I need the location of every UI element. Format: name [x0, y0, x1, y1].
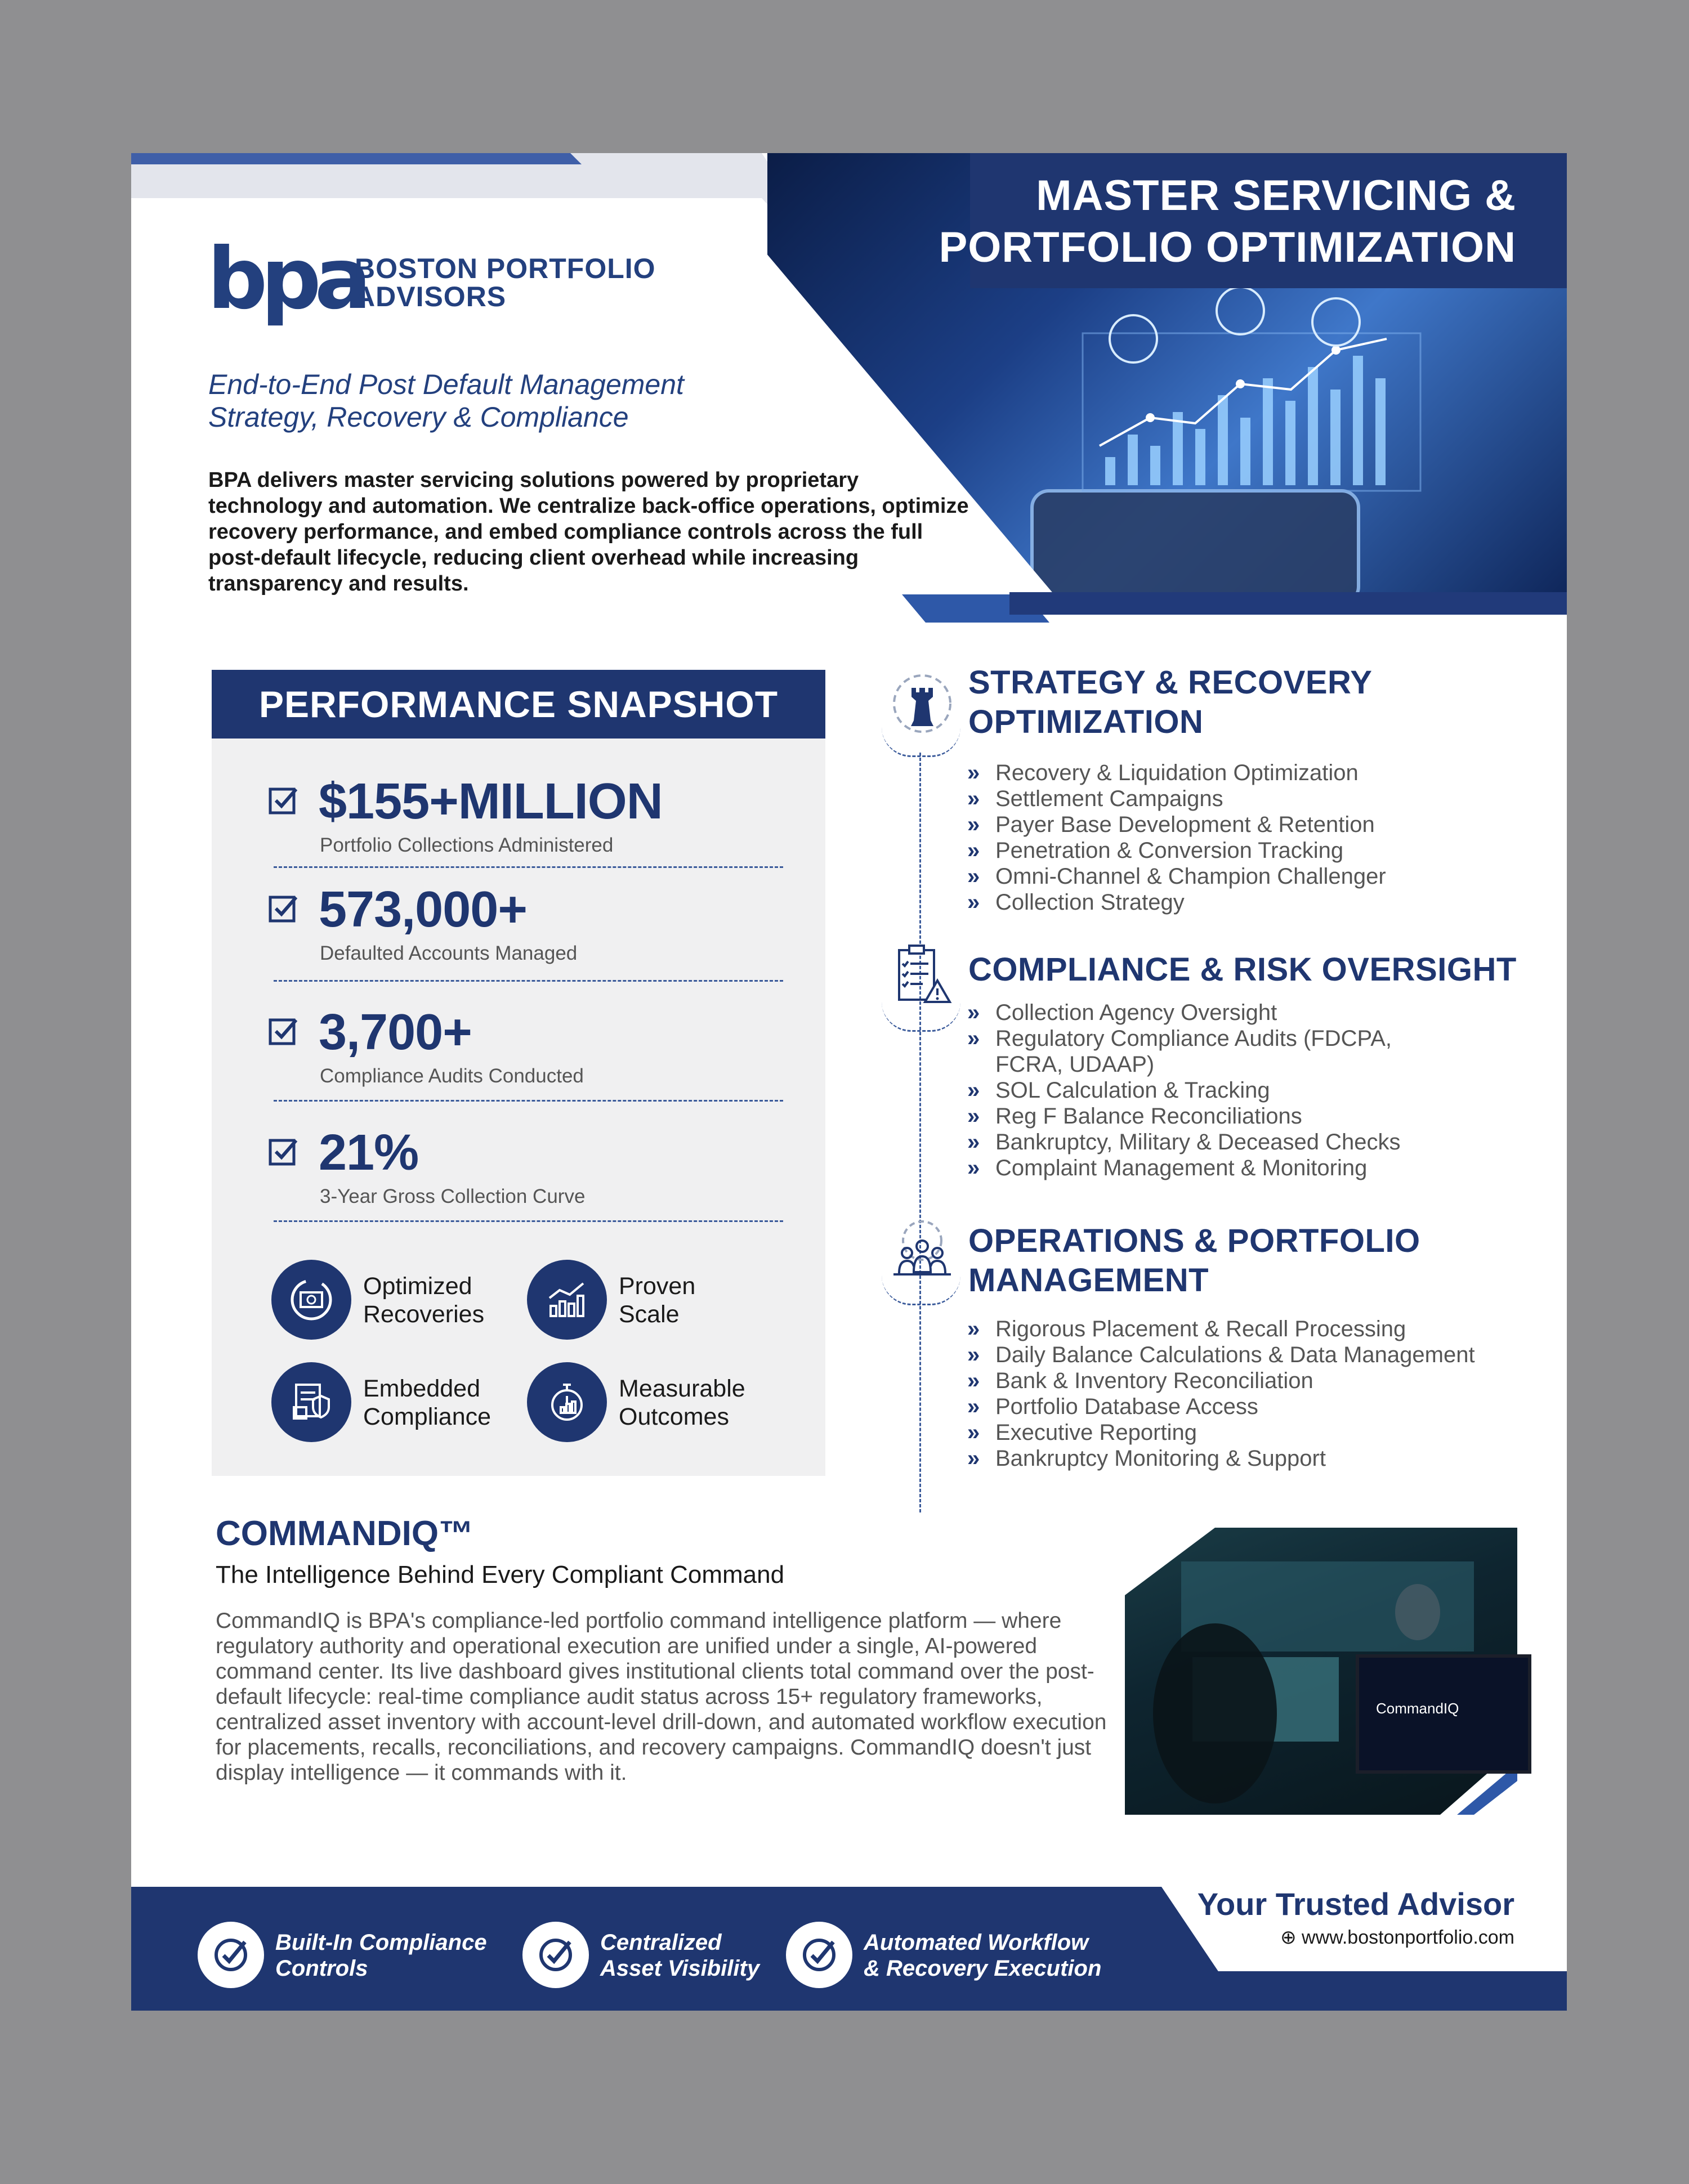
- stat-value: 21%: [319, 1125, 419, 1181]
- feature-proven-scale: [527, 1260, 792, 1344]
- compliance-document-icon: [286, 1377, 337, 1427]
- commandiq-subtitle: The Intelligence Behind Every Compliant Command: [216, 1561, 785, 1588]
- footer-item-line-2: & Recovery Execution: [864, 1956, 1102, 1981]
- stat-label: 3-Year Gross Collection Curve: [320, 1185, 586, 1207]
- feature-line-2: Outcomes: [619, 1403, 729, 1430]
- list-item: » Executive Reporting: [967, 1420, 1197, 1445]
- list-item: » Rigorous Placement & Recall Processing: [967, 1317, 1406, 1341]
- double-chevron-right-icon: »: [967, 1317, 980, 1341]
- double-chevron-right-icon: »: [967, 838, 980, 863]
- timeline-arc: [882, 727, 960, 757]
- list-item: » Penetration & Conversion Tracking: [967, 838, 1344, 863]
- intro-paragraph: BPA delivers master servicing solutions powered by proprietary technology and automation. We centralize back-office operations, optimize recovery performance, and embed compliance controls across the full post-default lifecycle, reducing client overhead while increasing transparency and results.: [208, 468, 969, 596]
- list-item: » Omni-Channel & Champion Challenger: [967, 864, 1386, 889]
- list-item: » Bank & Inventory Reconciliation: [967, 1368, 1313, 1393]
- footer-item-line-1: Built-In Compliance: [275, 1930, 487, 1955]
- hero-bottom-band: [1009, 592, 1567, 615]
- section-title-operations: [968, 1221, 1531, 1300]
- double-chevron-right-icon: »: [967, 1420, 980, 1445]
- double-chevron-right-icon: »: [967, 1104, 980, 1129]
- tagline: [208, 368, 828, 433]
- section-title-line-1: COMPLIANCE & RISK OVERSIGHT: [968, 951, 1517, 988]
- divider: [274, 866, 783, 868]
- snapshot-heading: PERFORMANCE SNAPSHOT: [212, 670, 825, 739]
- hero-title-line-2: PORTFOLIO OPTIMIZATION: [939, 223, 1516, 271]
- double-chevron-right-icon: »: [967, 890, 980, 915]
- stat-label: Compliance Audits Conducted: [320, 1065, 584, 1087]
- website-link[interactable]: [1280, 1926, 1514, 1949]
- check-circle-icon: [211, 1935, 251, 1975]
- list-item: » Recovery & Liquidation Optimization: [967, 760, 1359, 785]
- section-title-strategy: [968, 663, 1531, 742]
- stat-label: Portfolio Collections Administered: [320, 834, 614, 856]
- growth-chart-icon: [542, 1274, 592, 1325]
- double-chevron-right-icon: »: [967, 864, 980, 889]
- feature-line-2: Scale: [619, 1301, 680, 1328]
- checkbox-icon: [268, 893, 300, 924]
- double-chevron-right-icon: »: [967, 1394, 980, 1419]
- section-title-line-1: OPERATIONS & PORTFOLIO: [968, 1223, 1420, 1259]
- divider: [274, 1100, 783, 1102]
- list-item: » Regulatory Compliance Audits (FDCPA, FCRA, UDAAP): [967, 1026, 1392, 1077]
- feature-line-2: Recoveries: [363, 1301, 485, 1328]
- stat-label: Defaulted Accounts Managed: [320, 942, 578, 964]
- website-url[interactable]: www.bostonportfolio.com: [1302, 1927, 1514, 1948]
- timeline-line: [919, 753, 921, 1512]
- commandiq-body: CommandIQ is BPA's compliance-led portfolio command intelligence platform — where regulatory authority and operational execution are unified under a single, AI-powered command center. Its live dashboard gives institutional clients total command over the post-default lifecycle: real-time compliance audit status across 15+ regulatory frameworks, centralized asset inventory with account-level drill-down, and automated workflow execution for placements, recalls, reconciliations, and recovery campaigns. CommandIQ doesn't just display intelligence — it commands with it.: [216, 1609, 1107, 1785]
- double-chevron-right-icon: »: [967, 1000, 980, 1025]
- divider: [274, 1220, 783, 1222]
- stat-value: $155+MILLION: [319, 773, 663, 830]
- double-chevron-right-icon: »: [967, 812, 980, 837]
- double-chevron-right-icon: »: [967, 1368, 980, 1393]
- commandiq-title: COMMANDIQ™: [216, 1514, 474, 1553]
- company-name: [355, 254, 715, 311]
- snapshot-panel: [212, 739, 825, 1476]
- feature-embedded-compliance: [271, 1362, 536, 1447]
- list-item: » Portfolio Database Access: [967, 1394, 1258, 1419]
- check-circle-icon: [536, 1935, 575, 1975]
- bpa-logo-icon: [207, 230, 365, 342]
- list-item: » SOL Calculation & Tracking: [967, 1078, 1270, 1103]
- company-name-line-1: BOSTON PORTFOLIO: [355, 253, 656, 284]
- list-item: » Bankruptcy Monitoring & Support: [967, 1446, 1326, 1471]
- list-item: » Collection Strategy: [967, 890, 1185, 915]
- logo-mark-text: bpa: [207, 230, 365, 328]
- double-chevron-right-icon: »: [967, 1342, 980, 1367]
- feature-line-1: Proven: [619, 1273, 696, 1300]
- checkbox-icon: [268, 1015, 300, 1047]
- stat-value: 3,700+: [319, 1004, 472, 1060]
- section-title-line-2: MANAGEMENT: [968, 1262, 1209, 1299]
- globe-icon: ⊕: [1280, 1927, 1302, 1948]
- flyer-page: [131, 153, 1567, 2011]
- list-item: » Bankruptcy, Military & Deceased Checks: [967, 1130, 1401, 1154]
- footer-item-line-2: Asset Visibility: [600, 1956, 760, 1981]
- commandiq-monitor: [1356, 1654, 1531, 1774]
- double-chevron-right-icon: »: [967, 1130, 980, 1154]
- list-item: » Collection Agency Oversight: [967, 1000, 1277, 1025]
- double-chevron-right-icon: »: [967, 760, 980, 785]
- checkbox-icon: [268, 785, 300, 816]
- timeline-arc: [882, 1276, 960, 1305]
- feature-measurable-outcomes: [527, 1362, 792, 1447]
- footer-item-line-1: Centralized: [600, 1930, 722, 1955]
- stopwatch-icon: [542, 1377, 592, 1427]
- feature-line-1: Optimized: [363, 1273, 472, 1300]
- double-chevron-right-icon: »: [967, 1156, 980, 1180]
- feature-optimized-recoveries: [271, 1260, 536, 1344]
- commandiq-photo: [1125, 1528, 1517, 1815]
- hero-title: [897, 170, 1516, 274]
- section-title-line-1: STRATEGY & RECOVERY: [968, 664, 1373, 701]
- list-item: » Settlement Campaigns: [967, 786, 1223, 811]
- money-cycle-icon: [286, 1274, 337, 1325]
- check-circle-icon: [799, 1935, 839, 1975]
- double-chevron-right-icon: »: [967, 1446, 980, 1471]
- double-chevron-right-icon: »: [967, 1026, 980, 1051]
- list-item: » Complaint Management & Monitoring: [967, 1156, 1368, 1180]
- trusted-advisor-heading: Your Trusted Advisor: [1197, 1886, 1514, 1922]
- company-name-line-2: ADVISORS: [355, 281, 507, 312]
- feature-line-1: Measurable: [619, 1375, 745, 1402]
- timeline-arc: [882, 1002, 960, 1032]
- footer-item-line-1: Automated Workflow: [864, 1930, 1089, 1955]
- section-title-compliance: [968, 950, 1531, 990]
- tagline-line-2: Strategy, Recovery & Compliance: [208, 401, 629, 433]
- checkbox-icon: [268, 1136, 300, 1167]
- double-chevron-right-icon: »: [967, 1078, 980, 1103]
- feature-line-1: Embedded: [363, 1375, 480, 1402]
- monitor-label: CommandIQ: [1376, 1700, 1459, 1717]
- double-chevron-right-icon: »: [967, 786, 980, 811]
- stat-value: 573,000+: [319, 881, 527, 938]
- hero-title-line-1: MASTER SERVICING &: [1036, 172, 1516, 220]
- feature-line-2: Compliance: [363, 1403, 491, 1430]
- footer-item-line-2: Controls: [275, 1956, 368, 1981]
- list-item: » Reg F Balance Reconciliations: [967, 1104, 1302, 1129]
- list-item: » Daily Balance Calculations & Data Management: [967, 1342, 1475, 1367]
- list-item: » Payer Base Development & Retention: [967, 812, 1375, 837]
- tagline-line-1: End-to-End Post Default Management: [208, 369, 684, 400]
- divider: [274, 980, 783, 982]
- section-title-line-2: OPTIMIZATION: [968, 704, 1204, 740]
